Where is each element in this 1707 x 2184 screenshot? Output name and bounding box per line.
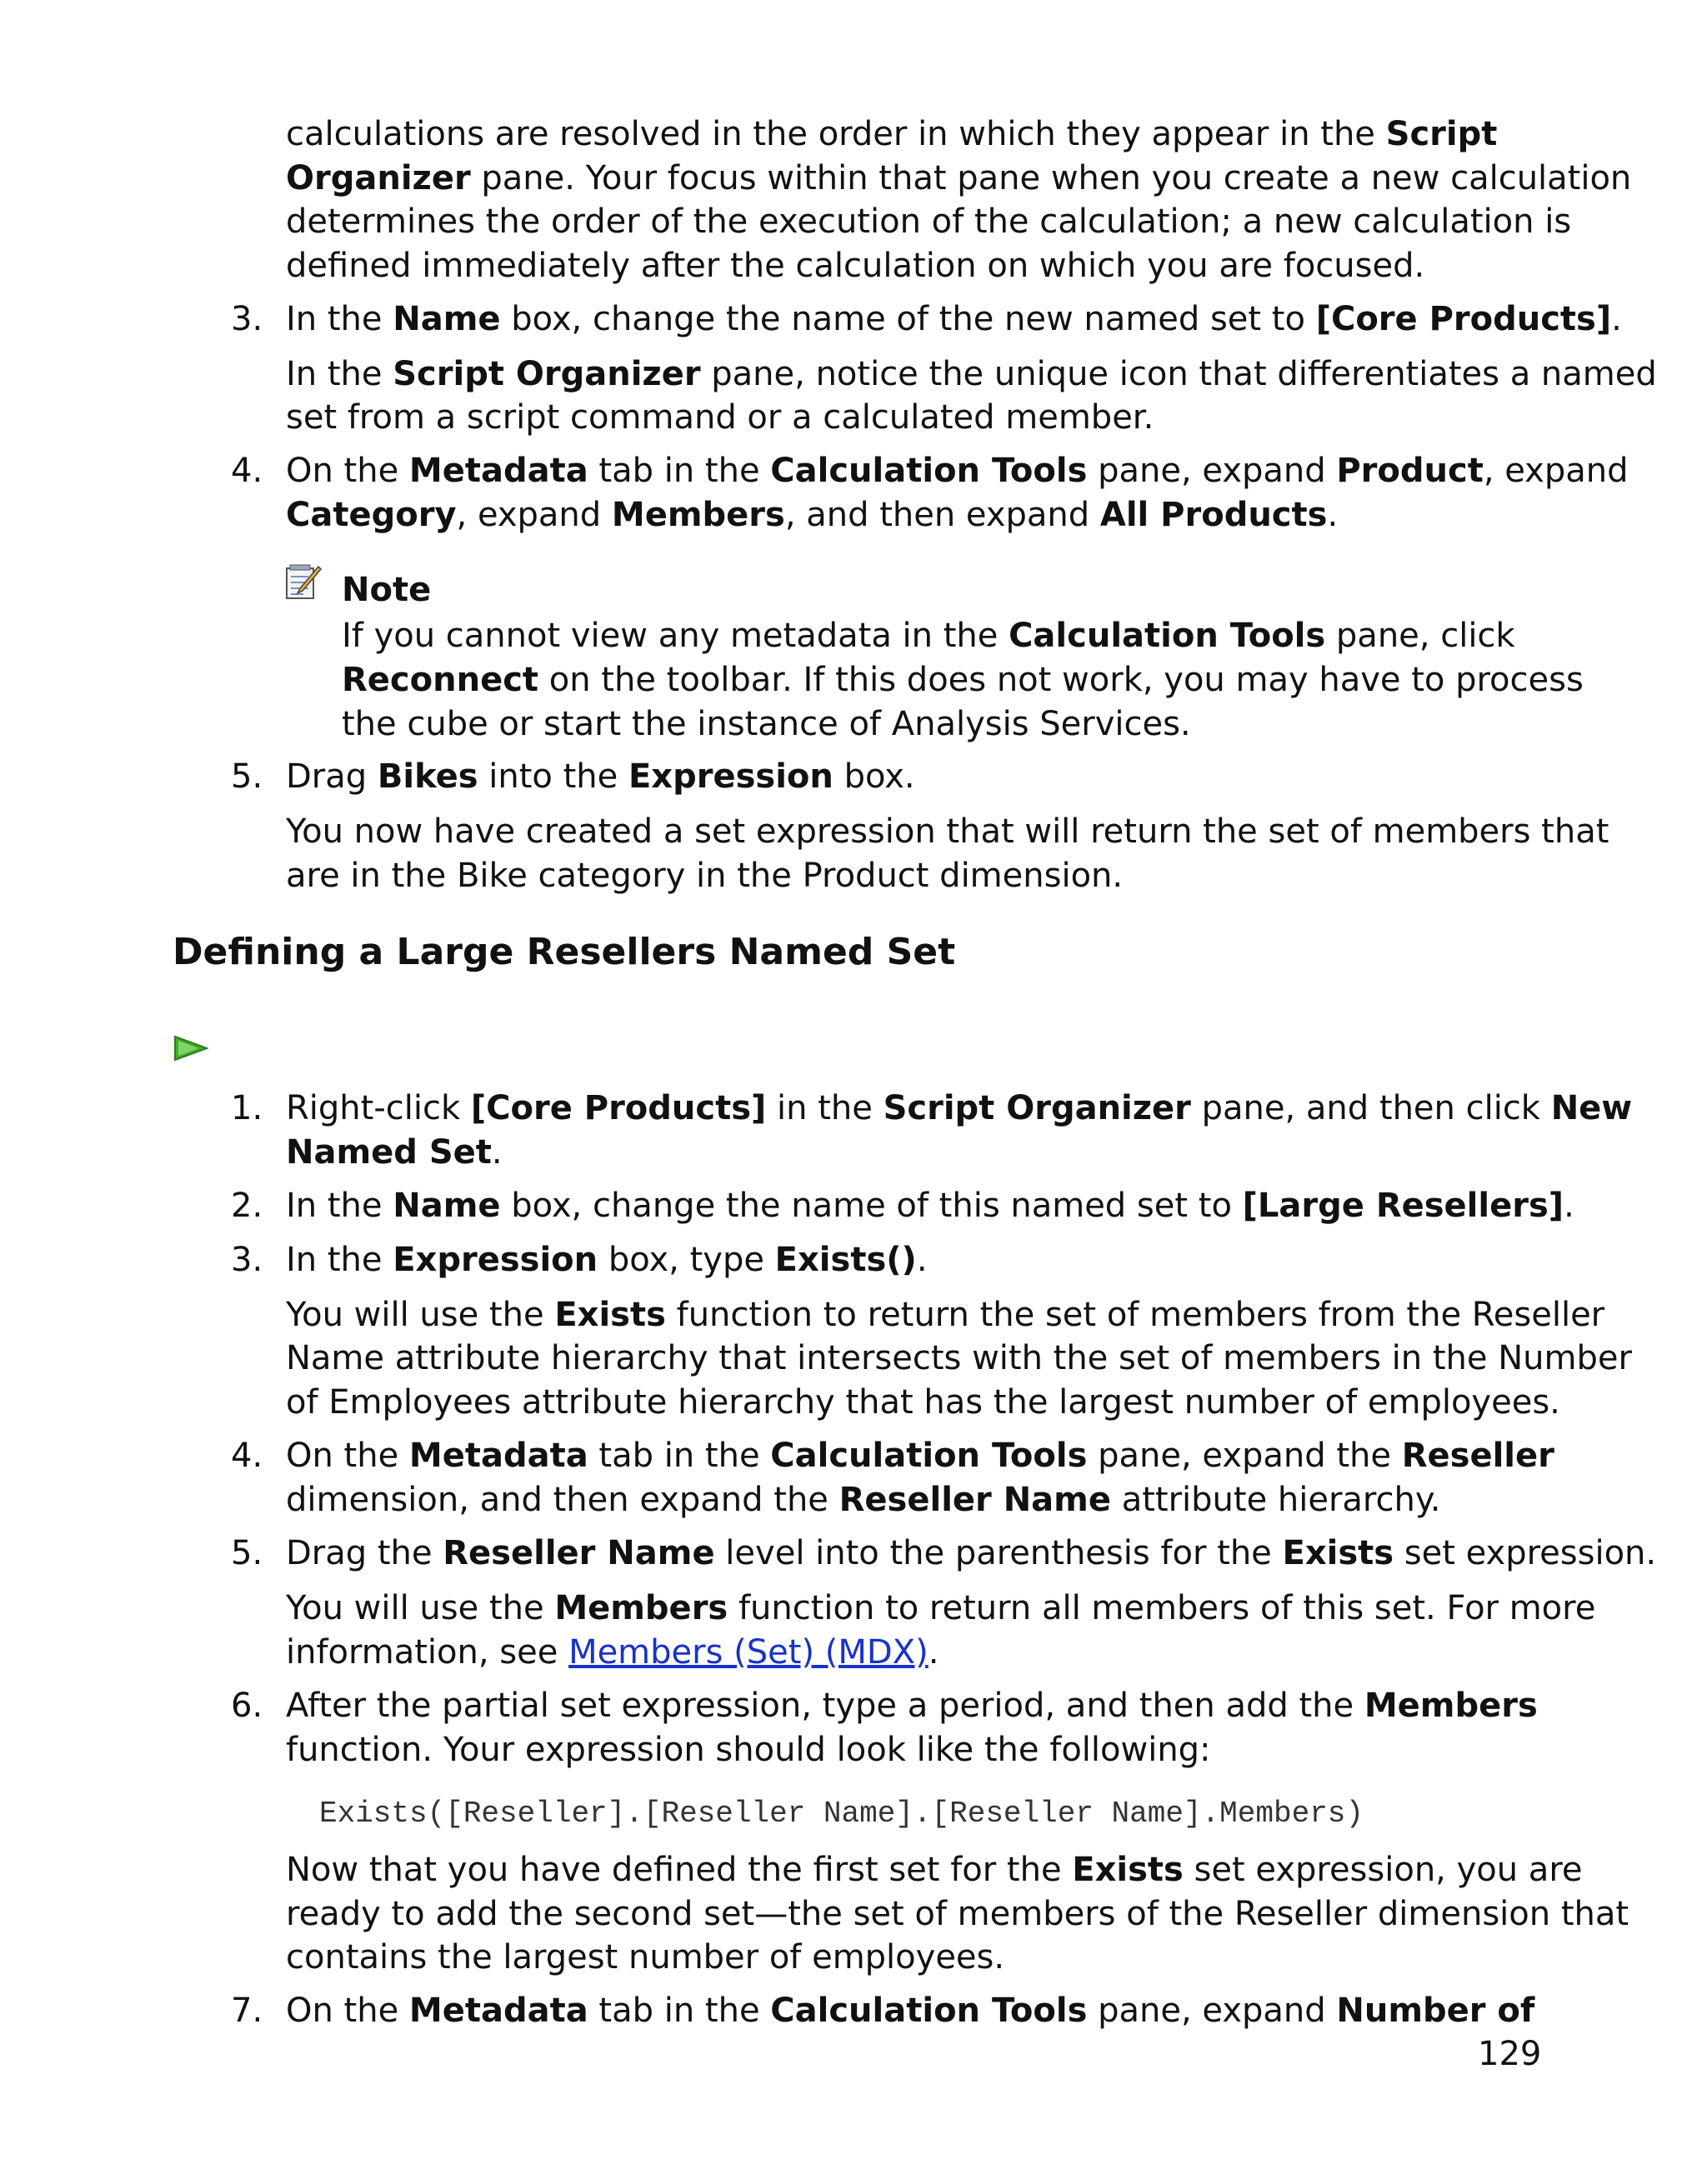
intro-line-3: determines the order of the execution of the calculation; a new calculation is bbox=[286, 202, 1572, 241]
step-number: 7. bbox=[231, 1992, 263, 2030]
step-b6-para-line-2: ready to add the second set—the set of members of the Reseller dimension that bbox=[286, 1895, 1629, 1933]
green-arrow-icon bbox=[173, 1035, 208, 1062]
members-set-mdx-link[interactable]: Members (Set) (MDX) bbox=[568, 1633, 929, 1672]
step-b6-line-2: function. Your expression should look like the following: bbox=[286, 1731, 1211, 1769]
step-a5-line-1: Drag Bikes into the Expression box. bbox=[286, 757, 915, 796]
intro-line-2: Organizer pane. Your focus within that pane when you create a new calculation bbox=[286, 159, 1632, 197]
step-number: 6. bbox=[231, 1687, 263, 1725]
step-number: 3. bbox=[231, 300, 263, 338]
note-title: Note bbox=[342, 571, 432, 609]
step-a3-para-line-1: In the Script Organizer pane, notice the unique icon that differentiates a named bbox=[286, 355, 1657, 393]
step-number: 5. bbox=[231, 757, 263, 796]
step-number: 4. bbox=[231, 452, 263, 490]
page-number: 129 bbox=[1478, 2035, 1542, 2073]
step-b4-line-1: On the Metadata tab in the Calculation Tools pane, expand the Reseller bbox=[286, 1437, 1554, 1475]
step-b4-line-2: dimension, and then expand the Reseller Name attribute hierarchy. bbox=[286, 1481, 1441, 1519]
step-b3-para-line-3: of Employees attribute hierarchy that has the largest number of employees. bbox=[286, 1383, 1560, 1422]
step-number: 5. bbox=[231, 1534, 263, 1572]
step-b3-line-1: In the Expression box, type Exists(). bbox=[286, 1241, 928, 1279]
step-b3-para-line-2: Name attribute hierarchy that intersects with the set of members in the Number bbox=[286, 1339, 1632, 1377]
step-number: 3. bbox=[231, 1241, 263, 1279]
step-b5-para-line-2: information, see Members (Set) (MDX). bbox=[286, 1633, 939, 1672]
step-b7-line-1: On the Metadata tab in the Calculation Tools pane, expand Number of bbox=[286, 1992, 1535, 2030]
step-number: 1. bbox=[231, 1089, 263, 1127]
step-a3-line-1: In the Name box, change the name of the new named set to [Core Products]. bbox=[286, 300, 1622, 338]
intro-line-4: defined immediately after the calculation on which you are focused. bbox=[286, 247, 1425, 285]
note-line-1: If you cannot view any metadata in the Calculation Tools pane, click bbox=[342, 617, 1515, 655]
step-b5-para-line-1: You will use the Members function to return all members of this set. For more bbox=[286, 1589, 1596, 1627]
note-line-3: the cube or start the instance of Analysis Services. bbox=[342, 705, 1191, 743]
step-b6-para-line-1: Now that you have defined the first set for the Exists set expression, you are bbox=[286, 1851, 1583, 1889]
step-a5-para-line-2: are in the Bike category in the Product dimension. bbox=[286, 857, 1124, 895]
step-a3-para-line-2: set from a script command or a calculated member. bbox=[286, 398, 1154, 437]
step-a5-para-line-1: You now have created a set expression that will return the set of members that bbox=[286, 812, 1609, 851]
note-pad-icon bbox=[283, 562, 323, 602]
step-b5-line-1: Drag the Reseller Name level into the parenthesis for the Exists set expression. bbox=[286, 1534, 1657, 1572]
step-b1-line-1: Right-click [Core Products] in the Script Organizer pane, and then click New bbox=[286, 1089, 1633, 1127]
code-sample: Exists([Reseller].[Reseller Name].[Reseller Name].Members) bbox=[319, 1797, 1364, 1831]
step-a4-line-1: On the Metadata tab in the Calculation Tools pane, expand Product, expand bbox=[286, 452, 1629, 490]
step-b1-line-2: Named Set. bbox=[286, 1133, 503, 1172]
step-b3-para-line-1: You will use the Exists function to return the set of members from the Reseller bbox=[286, 1296, 1605, 1334]
step-number: 4. bbox=[231, 1437, 263, 1475]
step-b2-line-1: In the Name box, change the name of this named set to [Large Resellers]. bbox=[286, 1187, 1574, 1225]
intro-line-1: calculations are resolved in the order in which they appear in the Script bbox=[286, 115, 1498, 153]
note-line-2: Reconnect on the toolbar. If this does not work, you may have to process bbox=[342, 661, 1584, 699]
step-b6-para-line-3: contains the largest number of employees. bbox=[286, 1938, 1005, 1977]
step-b6-line-1: After the partial set expression, type a period, and then add the Members bbox=[286, 1687, 1538, 1725]
section-heading: Defining a Large Resellers Named Set bbox=[173, 931, 956, 973]
step-a4-line-2: Category, expand Members, and then expand All Products. bbox=[286, 496, 1339, 534]
step-number: 2. bbox=[231, 1187, 263, 1225]
